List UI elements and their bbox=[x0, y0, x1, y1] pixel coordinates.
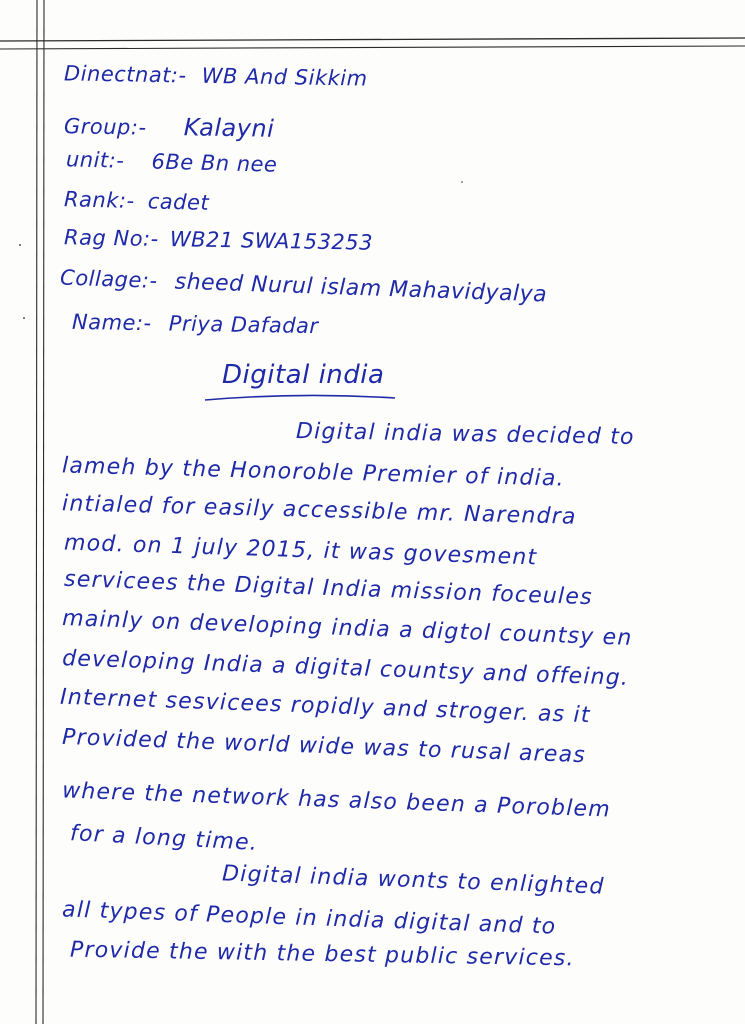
essay-title: Digital india bbox=[222, 360, 385, 390]
essay-line: all types of People in india digital and to bbox=[61, 897, 557, 940]
essay-line: mod. on 1 july 2015, it was govesment bbox=[63, 530, 538, 571]
essay-line: Provided the world wide was to rusal areas bbox=[61, 724, 587, 769]
field-label: Rag No:- bbox=[63, 225, 159, 251]
essay-line: where the network has also been a Poroblem bbox=[61, 778, 612, 823]
field-value: WB21 SWA153253 bbox=[169, 227, 374, 255]
field-label: Collage:- bbox=[59, 265, 158, 293]
essay-line: intialed for easily accessible mr. Narendra bbox=[61, 491, 577, 530]
field-rank bbox=[64, 187, 210, 215]
essay-line: Internet sesvicees ropidly and stroger. as it bbox=[59, 684, 592, 729]
field-label: Group:- bbox=[63, 114, 147, 140]
essay-line: Digital india wonts to enlighted bbox=[221, 861, 605, 900]
field-label: Dinectnat:- bbox=[63, 61, 187, 88]
field-value: sheed Nurul islam Mahavidyalya bbox=[174, 269, 548, 308]
essay-line: developing India a digital countsy and offeing. bbox=[61, 646, 630, 691]
essay-line: lameh by the Honoroble Premier of india. bbox=[61, 453, 566, 492]
essay-line: Provide the with the best public services. bbox=[69, 937, 575, 972]
field-group bbox=[64, 111, 275, 143]
essay-line: servicees the Digital India mission foceules bbox=[63, 566, 594, 611]
essay-line: mainly on developing india a digtol countsy en bbox=[61, 606, 633, 651]
field-value: 6Be Bn nee bbox=[151, 149, 278, 177]
essay-line: Digital india was decided to bbox=[295, 419, 635, 450]
field-value: Priya Dafadar bbox=[168, 311, 319, 339]
field-label: unit:- bbox=[65, 147, 125, 173]
field-value: WB And Sikkim bbox=[201, 63, 368, 91]
field-value: cadet bbox=[147, 189, 210, 215]
field-name bbox=[72, 310, 319, 338]
field-label: Rank:- bbox=[63, 187, 135, 213]
field-label: Name:- bbox=[71, 309, 152, 336]
field-value: Kalayni bbox=[183, 113, 275, 143]
essay-line: for a long time. bbox=[69, 821, 259, 856]
